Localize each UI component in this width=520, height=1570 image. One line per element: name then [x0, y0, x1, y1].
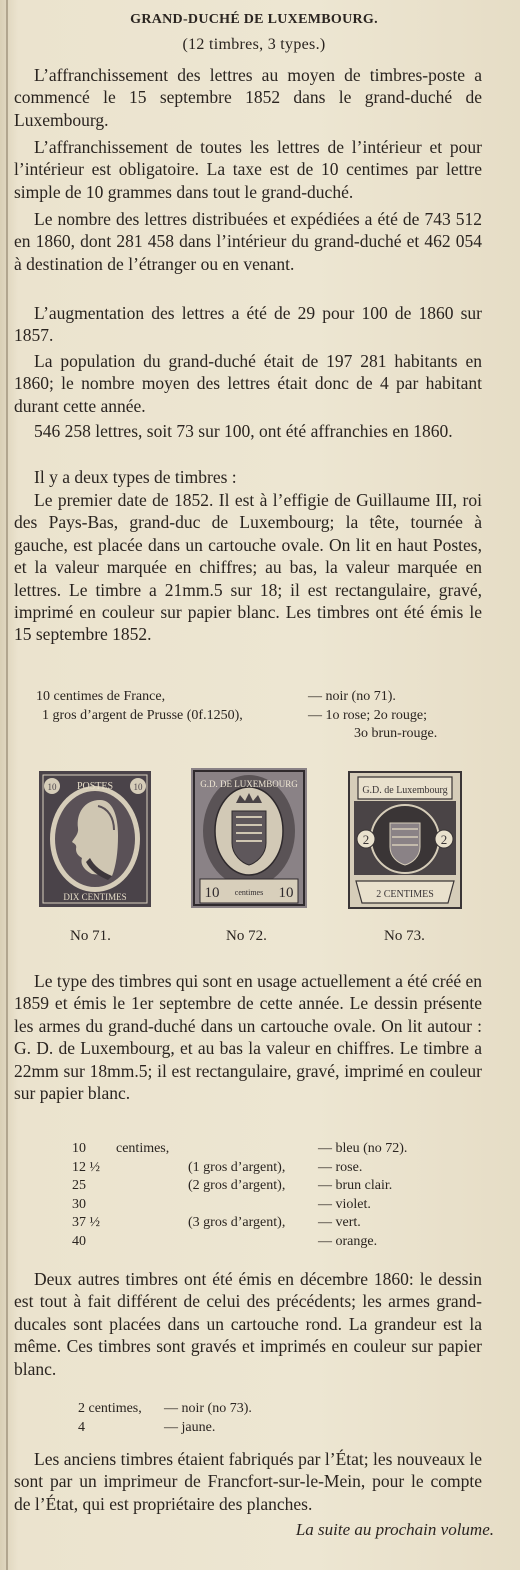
paragraph: L’affranchissement des lettres au moyen de timbres-poste a commencé le 15 septembre 1852 dans le grand-duché de Luxembourg.: [14, 65, 482, 130]
list-item-equivalent: (3 gros d’argent),: [188, 1215, 286, 1230]
list-item: [36, 725, 486, 744]
list-item-color: — bleu (no 72).: [318, 1141, 408, 1156]
list-item: [72, 1233, 492, 1252]
list-item: [78, 1400, 378, 1419]
stamp-72-value-left: 10: [204, 885, 220, 901]
paragraph: Le premier date de 1852. Il est à l’effigie de Guillaume III, roi des Pays-Bas, grand-duc de Luxembourg; la tête, tournée à gauche, est placée dans un cartouche ovale. On lit en haut Postes, et la valeur marquée en chiffres; au bas, la valeur marquée en lettres. Le timbre a 21mm.5 sur 18; il est rectangulaire, gravé, imprimé en couleur sur papier blanc. Les timbres ont été émis le 15 septembre 1852.: [14, 490, 482, 645]
stamp-73-value-left: 2: [362, 832, 370, 847]
list-item: [72, 1214, 492, 1233]
list-item-value: 10 centimes de France,: [36, 689, 166, 704]
list-item-color: — orange.: [318, 1233, 378, 1249]
list-item-color: — rose.: [318, 1159, 363, 1175]
value-list-3: [78, 1400, 378, 1437]
list-item: [72, 1196, 492, 1215]
list-item: [36, 688, 486, 707]
list-item-color: — noir (no 73).: [164, 1401, 252, 1416]
list-item-color: — jaune.: [164, 1419, 216, 1435]
list-item-value: 12 ½: [72, 1159, 100, 1175]
list-item-color: — noir (no 71).: [308, 689, 396, 704]
list-item-value: 2 centimes,: [78, 1401, 142, 1416]
stamp-71-bottom-text: DIX CENTIMES: [63, 892, 127, 902]
list-item: [72, 1177, 492, 1196]
list-item-value: 37 ½: [72, 1215, 100, 1230]
list-item-equivalent: (1 gros d’argent),: [188, 1159, 286, 1175]
stamp-72-caption: No 72.: [226, 928, 267, 944]
stamp-72-bottom-text: centimes: [234, 888, 264, 897]
list-item-value: 10: [72, 1141, 86, 1156]
list-item-unit: centimes,: [116, 1141, 170, 1156]
stamp-71-value-right: 10: [133, 782, 143, 792]
stamp-71-value-left: 10: [47, 782, 57, 792]
page-title: GRAND-DUCHÉ DE LUXEMBOURG.: [130, 12, 378, 27]
list-item-color: — violet.: [318, 1196, 371, 1212]
list-item-value: 30: [72, 1196, 86, 1212]
page-spine-line: [6, 0, 8, 1570]
page-subtitle: (12 timbres, 3 types.): [182, 36, 326, 53]
stamp-73-bottom-text: 2 CENTIMES: [376, 889, 434, 900]
list-item-value: 1 gros d’argent de Prusse (0f.1250),: [42, 707, 243, 723]
stamp-71-image: [38, 770, 152, 908]
list-item-value: 40: [72, 1233, 86, 1249]
stamp-73-caption: No 73.: [384, 928, 425, 944]
stamp-73-value-right: 2: [440, 832, 448, 847]
list-item-equivalent: (2 gros d’argent),: [188, 1178, 286, 1193]
paragraph: Deux autres timbres ont été émis en décembre 1860: le dessin est tout à fait différent de celui des précédents; les armes grand-ducales sont placées dans un cartouche rond. La grandeur est la même. Ces timbres sont gravés et imprimés en couleur sur papier blanc.: [14, 1269, 482, 1379]
list-item: [36, 707, 486, 726]
list-item: [72, 1140, 492, 1159]
list-item-color: — 1o rose; 2o rouge;: [308, 707, 427, 723]
paragraph: L’augmentation des lettres a été de 29 pour 100 de 1860 sur 1857.: [14, 303, 482, 346]
paragraph: Il y a deux types de timbres :: [34, 467, 237, 487]
list-item-color: — vert.: [318, 1215, 361, 1230]
stamp-72-top-text: G.D. DE LUXEMBOURG: [200, 779, 298, 789]
paragraph: L’affranchissement de toutes les lettres de l’intérieur et pour l’intérieur est obligatoire. La taxe est de 10 centimes par lettre simple de 10 grammes dans tout le grand-duché.: [14, 137, 482, 202]
stamp-73-top-text: G.D. de Luxembourg: [362, 785, 448, 796]
stamp-71-caption: No 71.: [70, 928, 111, 944]
list-item-value: 25: [72, 1178, 86, 1193]
stamp-73-image: [348, 771, 462, 909]
stamp-71-top-text: POSTES: [76, 781, 114, 792]
list-item: [78, 1419, 378, 1438]
paragraph: Le nombre des lettres distribuées et expédiées a été de 743 512 en 1860, dont 281 458 dans l’intérieur du grand-duché et 462 054 à destination de l’étranger ou en venant.: [14, 209, 482, 274]
list-item-color: — brun clair.: [318, 1178, 393, 1193]
continued-note: La suite au prochain volume.: [295, 1520, 494, 1539]
stamp-72-image: [190, 767, 308, 909]
paragraph: La population du grand-duché était de 197 281 habitants en 1860; le nombre moyen des lettres était donc de 4 par habitant durant cette année.: [14, 351, 482, 416]
list-item-value: 4: [78, 1419, 85, 1435]
paragraph: 546 258 lettres, soit 73 sur 100, ont été affranchies en 1860.: [34, 421, 453, 441]
list-item-color: 3o brun-rouge.: [354, 726, 438, 741]
value-list-2: [72, 1140, 492, 1251]
paragraph: Les anciens timbres étaient fabriqués par l’État; les nouveaux le sont par un imprimeur de Francfort-sur-le-Mein, pour le compte de l’État, qui est propriétaire des planches.: [14, 1449, 482, 1514]
list-item: [72, 1159, 492, 1178]
value-list-1: [36, 688, 486, 744]
paragraph: Le type des timbres qui sont en usage actuellement a été créé en 1859 et émis le 1er septembre de cette année. Le dessin présente les armes du grand-duché dans un cartouche ovale. On lit autour : G. D. de Luxembourg, et au bas la valeur en chiffres. Le timbre a 22mm sur 18mm.5; il est rectangulaire, gravé, imprimé en couleur sur papier blanc.: [14, 971, 483, 1104]
stamp-72-value-right: 10: [278, 885, 294, 901]
